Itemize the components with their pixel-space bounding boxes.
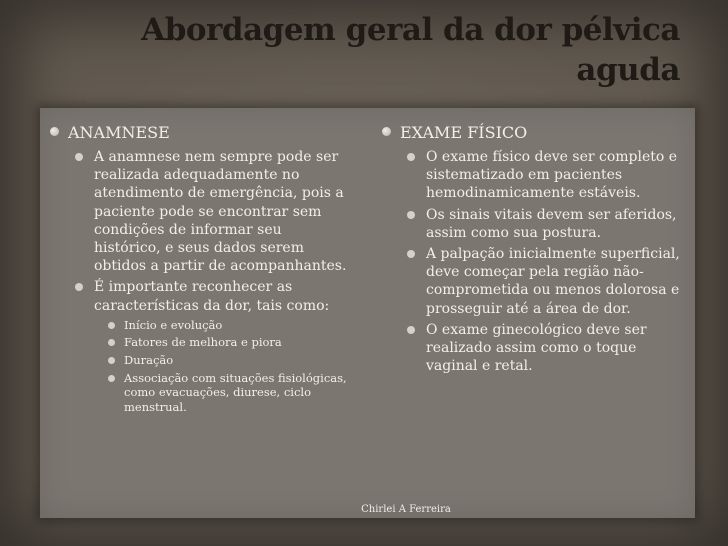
bullet-icon xyxy=(108,375,115,382)
bullet-icon xyxy=(407,326,415,334)
footer-author-text: Chirlei A Ferreira xyxy=(361,504,451,515)
list-item xyxy=(50,371,350,415)
list-item-text: O exame ginecológico deve ser realizado assim como o toque vaginal e retal. xyxy=(426,321,647,375)
list-item xyxy=(382,321,692,376)
anamnese-heading-text: ANAMNESE xyxy=(68,123,170,142)
slide-title: Abordagem geral da dor pélvica aguda xyxy=(141,12,680,88)
anamnese-heading xyxy=(50,122,350,144)
list-item xyxy=(50,353,350,368)
footer-author xyxy=(0,504,728,515)
bullet-icon xyxy=(382,127,391,136)
list-item xyxy=(382,148,692,203)
list-item-text: Duração xyxy=(124,353,174,368)
bullet-icon xyxy=(50,127,59,136)
list-item-text: A anamnese nem sempre pode ser realizada adequadamente no atendimento de emergência, pois a paciente pode se encontrar sem condições de informar seu histórico, e seus dados serem obtidos a partir de acompanhantes. xyxy=(94,149,347,275)
exame-fisico-list xyxy=(382,148,692,375)
bullet-icon xyxy=(108,339,115,346)
list-item xyxy=(50,318,350,333)
list-item xyxy=(50,335,350,350)
list-item xyxy=(50,148,350,275)
bullet-icon xyxy=(75,153,83,161)
bullet-icon xyxy=(407,250,415,258)
list-item-text: O exame físico deve ser completo e sistematizado em pacientes hemodinamicamente estáveis. xyxy=(426,149,678,202)
bullet-icon xyxy=(407,211,415,219)
list-item xyxy=(382,206,692,242)
list-item xyxy=(382,245,692,318)
anamnese-list xyxy=(50,148,350,315)
bullet-icon xyxy=(108,322,115,329)
anamnese-column xyxy=(50,122,350,417)
bullet-icon xyxy=(108,357,115,364)
list-item-text: A palpação inicialmente superficial, deve começar pela região não-comprometida ou menos dolorosa e prosseguir até a área de dor. xyxy=(426,246,680,317)
bullet-icon xyxy=(407,153,415,161)
exame-fisico-heading-text: EXAME FÍSICO xyxy=(400,123,528,142)
list-item-text: Associação com situações fisiológicas, como evacuações, diurese, ciclo menstrual. xyxy=(124,370,347,414)
list-item xyxy=(50,278,350,314)
list-item-text: Início e evolução xyxy=(124,317,223,332)
bullet-icon xyxy=(75,283,83,291)
list-item-text: Os sinais vitais devem ser aferidos, assim como sua postura. xyxy=(426,206,677,241)
exame-fisico-column xyxy=(382,122,692,378)
pain-characteristics-list xyxy=(50,318,350,415)
list-item-text: Fatores de melhora e piora xyxy=(124,335,282,350)
exame-fisico-heading xyxy=(382,122,692,144)
list-item-text: É importante reconhecer as características da dor, tais como: xyxy=(94,279,330,314)
